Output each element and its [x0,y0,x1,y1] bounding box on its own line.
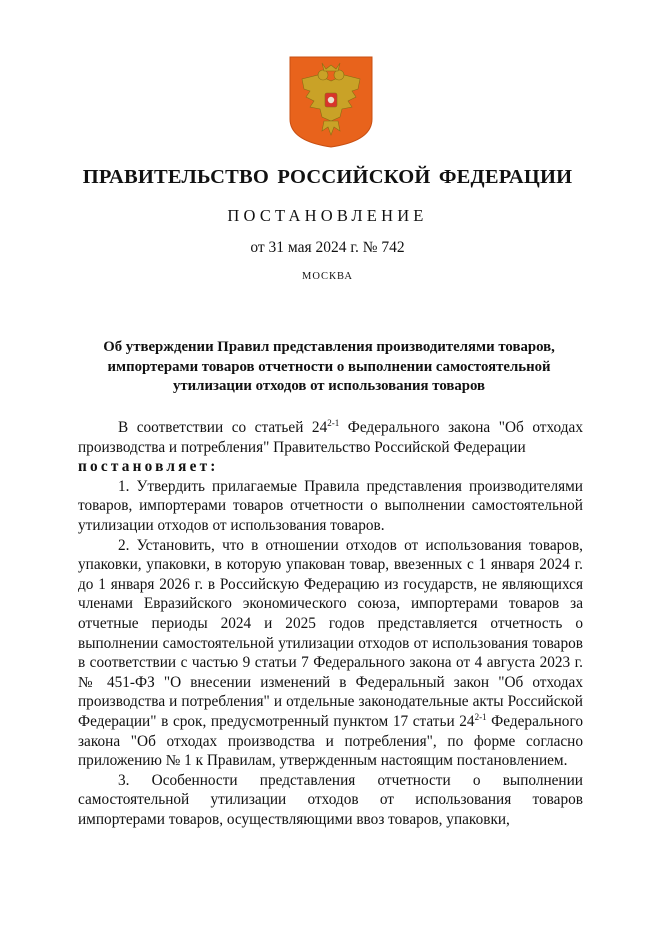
item-2-text-start: 2. Установить, что в отношении отходов от использования товаров, упаковки, упаковки, в которую упакован товар, ввезенных с 1 января 2024 г. до 1 января 2026 г. в Российскую Федерацию из государств, не являющихся членами Евразийского экономического союза, импортерами товаров за отчетные периоды 2024 и 2025 годов представляется отчетность о выполнении самостоятельной утилизации отходов от использования товаров в соответствии с частью 9 статьи 7 Федерального закона от 4 августа 2023 г. № 451-ФЗ "О внесении изменений в Федеральный закон "Об отходах производства и потребления" и отдельные законодательные акты Российской Федерации" в срок, предусмотренный пунктом 17 статьи 24 [78,536,583,730]
preamble-paragraph [78,418,583,457]
russian-coat-of-arms-icon [288,55,374,149]
document-body [78,418,583,829]
item-2-text-end: Федерального закона "Об отходах производства и потребления", по форме согласно приложению № 1 к Правилам, утвержденным настоящим постановлением. [78,712,583,770]
item-2-article-superscript: 2-1 [474,711,487,722]
item-2-paragraph [78,536,583,771]
preamble-text-end: Федерального закона "Об отходах производства и потребления" Правительство Российской Федерации [78,419,583,456]
document-date-number: от 31 мая 2024 г. № 742 [250,239,405,256]
item-3-paragraph: 3. Особенности представления отчетности о выполнении самостоятельной утилизации отходов от использования товаров импортерами товаров, осуществляющими ввоз товаров, упаковки, [78,771,583,828]
document-city: МОСКВА [302,271,353,282]
resolves-word: постановляет: [78,458,219,476]
authority-title: ПРАВИТЕЛЬСТВО РОССИЙСКОЙ ФЕДЕРАЦИИ [82,166,573,188]
preamble-text-start: В соответствии со статьей 24 [118,419,328,436]
resolves-line [78,457,583,477]
preamble-article-superscript: 2-1 [327,417,340,428]
document-subject: Об утверждении Правил представления производителями товаров, импортерами товаров отчетности о выполнении самостоятельной утилизации отходов от использования товаров [103,339,555,394]
item-1-paragraph: 1. Утвердить прилагаемые Правила представления производителями товаров, импортерами товаров отчетности о выполнении самостоятельной утилизации отходов от использования товаров. [78,477,583,534]
document-type: ПОСТАНОВЛЕНИЕ [227,206,428,225]
emblem-rider [328,97,334,103]
